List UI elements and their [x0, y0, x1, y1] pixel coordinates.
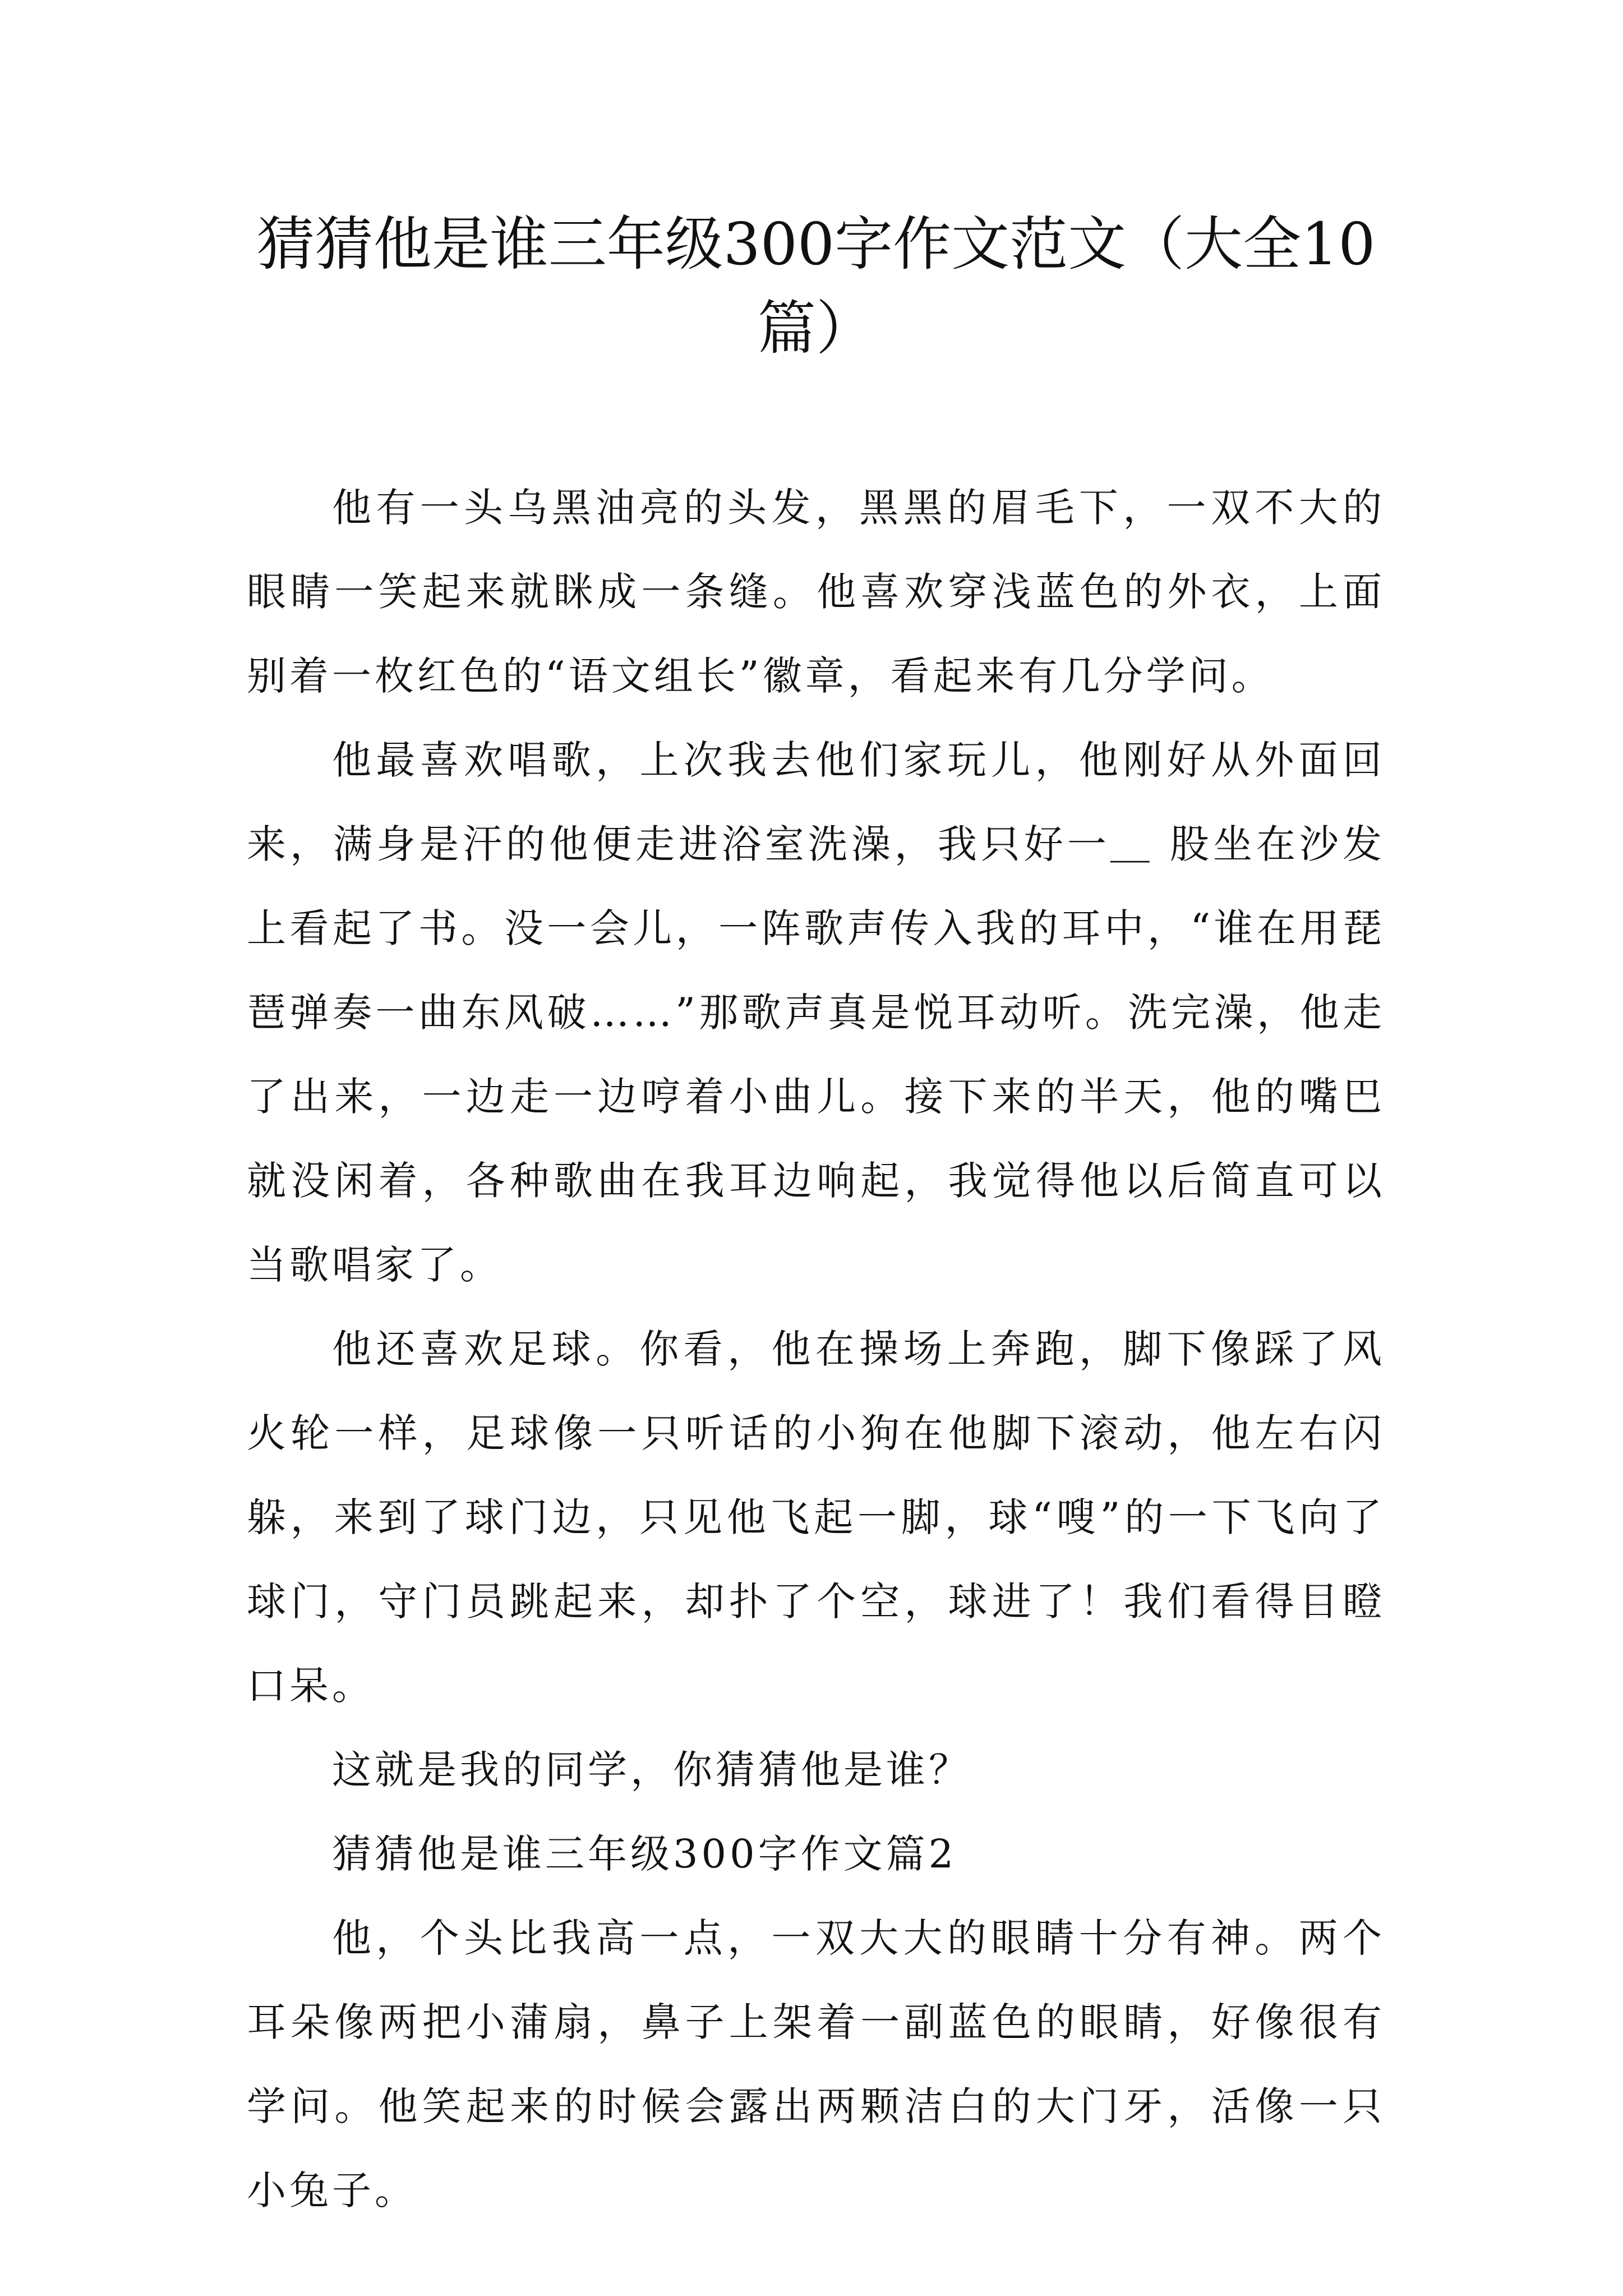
paragraph-3: 他还喜欢足球。你看，他在操场上奔跑，脚下像踩了风火轮一样，足球像一只听话的小狗在他脚下滚动，他左右闪躲，来到了球门边，只见他飞起一脚，球“嗖”的一下飞向了球门，守门员跳起来，却扑了个空，球进了！我们看得目瞪口呆。 — [247, 1326, 1385, 1709]
document-title: 猜猜他是谁三年级300字作文范文（大全10篇） — [256, 210, 1376, 362]
paragraph-5: 他，个头比我高一点，一双大大的眼睛十分有神。两个耳朵像两把小蒲扇，鼻子上架着一副蓝色的眼睛，好像很有学问。他笑起来的时候会露出两颗洁白的大门牙，活像一只小兔子。 — [247, 1915, 1385, 2214]
paragraph-2: 他最喜欢唱歌，上次我去他们家玩儿，他刚好从外面回来，满身是汗的他便走进浴室洗澡，我只好一＿ 股坐在沙发上看起了书。没一会儿，一阵歌声传入我的耳中，“谁在用琵琶弹奏一曲东风破……”那歌声真是悦耳动听。洗完澡，他走了出来，一边走一边哼着小曲儿。接下来的半天，他的嘴巴就没闲着，各种歌曲在我耳边响起，我觉得他以后简直可以当歌唱家了。 — [247, 737, 1385, 1288]
paragraph-4: 这就是我的同学，你猜猜他是谁？ — [332, 1747, 971, 1793]
document-body — [247, 466, 1385, 2233]
section-heading-2: 猜猜他是谁三年级300字作文篇2 — [332, 1831, 957, 1877]
paragraph-1: 他有一头乌黑油亮的头发，黑黑的眉毛下，一双不大的眼睛一笑起来就眯成一条缝。他喜欢穿浅蓝色的外衣，上面别着一枚红色的“语文组长”徽章，看起来有几分学问。 — [247, 485, 1385, 699]
